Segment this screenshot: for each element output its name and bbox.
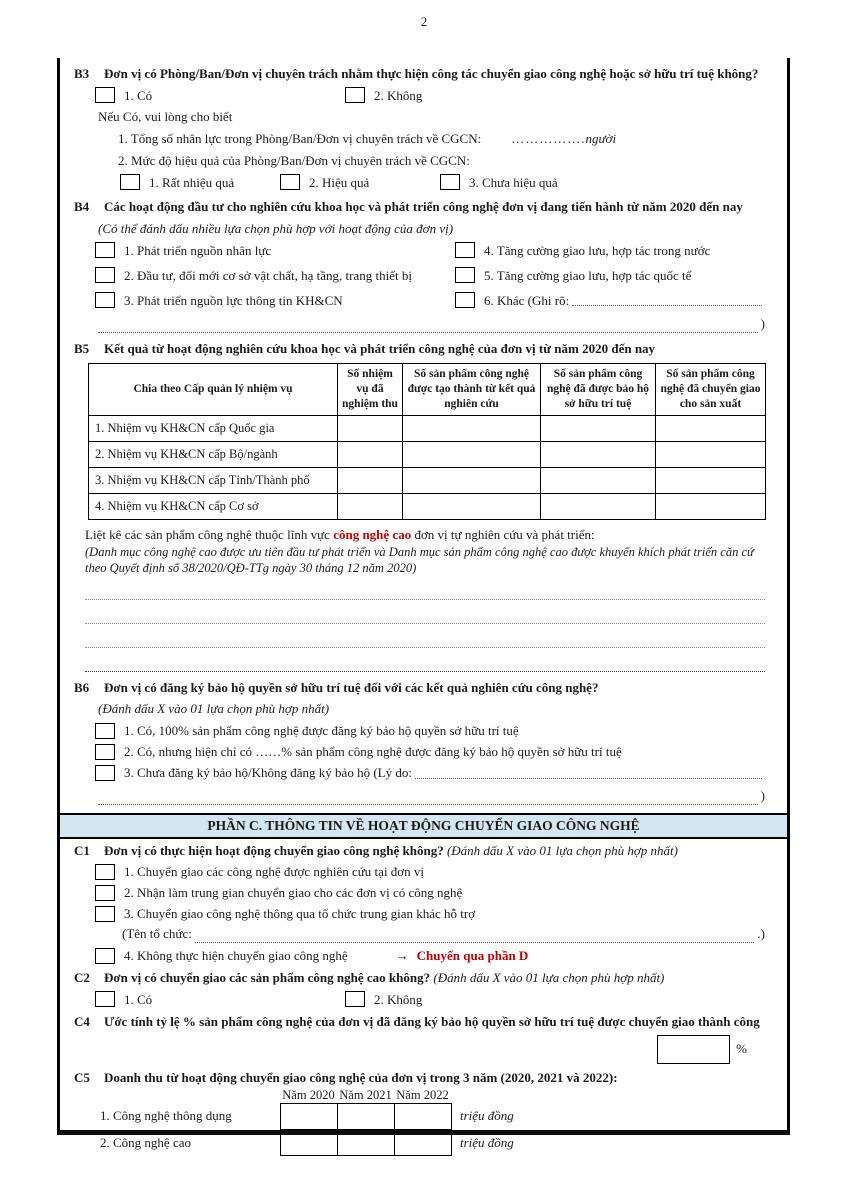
table-row <box>89 493 766 519</box>
b5-listing-prefix: Liệt kê các sản phẩm công nghệ thuộc lĩnh vực <box>85 526 330 542</box>
question-title-b5: Kết quả từ hoạt động nghiên cứu khoa học và phát triển công nghệ của đơn vị từ năm 2020 đến nay <box>104 340 656 356</box>
b5-cell-empty[interactable] <box>338 467 403 493</box>
b5-listing-note: (Danh mục công nghệ cao được ưu tiên đầu tư phát triển và Danh mục sản phẩm công nghệ cao được khuyến khích phát triển căn cứ theo Quyết định số 38/2020/QĐ-TTg ngày 30 tháng 12 năm 2020) <box>85 544 754 575</box>
option-label: 1. Rất nhiệu quả <box>149 175 235 191</box>
c1-question-text: Đơn vị có thực hiện hoạt động chuyển giao công nghệ không? <box>104 842 444 858</box>
b5-cell-empty[interactable] <box>656 467 766 493</box>
section-c1 <box>74 843 765 964</box>
c5-cell-2021[interactable] <box>338 1103 395 1129</box>
option-label: 2. Không <box>374 88 423 104</box>
c5-input-cells <box>280 1103 452 1130</box>
b5-cell-empty[interactable] <box>541 415 656 441</box>
section-c2 <box>74 970 765 1008</box>
question-title-c2 <box>104 970 765 986</box>
b5-row-label: 3. Nhiệm vụ KH&CN cấp Tỉnh/Thành phố <box>89 467 338 493</box>
question-title-b6: Đơn vị có đăng ký bảo hộ quyền sở hữu trí tuệ đối với các kết quả nghiên cứu công nghệ? <box>104 679 599 695</box>
section-c-header: PHẦN C. THÔNG TIN VỀ HOẠT ĐỘNG CHUYỂN GIAO CÔNG NGHỆ <box>60 813 787 839</box>
b5-cell-empty[interactable] <box>656 415 766 441</box>
b5-col-header: Chia theo Cấp quản lý nhiệm vụ <box>89 363 338 415</box>
b5-col-header: Số sản phẩm công nghệ đã chuyển giao cho sản xuất <box>656 363 766 415</box>
option-b3-khong <box>345 87 765 104</box>
question-id-c1: C1 <box>74 842 90 858</box>
option-label: 4. Không thực hiện chuyển giao công nghệ <box>124 948 348 964</box>
c1-note: (Đánh dấu X vào 01 lựa chọn phù hợp nhất) <box>446 842 678 858</box>
b5-col-header: Số sản phẩm công nghệ đã được bảo hộ sở hữu trí tuệ <box>541 363 656 415</box>
b3-if-yes-text: Nếu Có, vui lòng cho biết <box>98 109 233 125</box>
question-id-c2: C2 <box>74 970 90 986</box>
table-row <box>89 467 766 493</box>
option-b4-1 <box>95 242 455 259</box>
c4-percent-unit: % <box>736 1041 747 1057</box>
b5-cell-empty[interactable] <box>403 415 541 441</box>
b5-row-label: 1. Nhiệm vụ KH&CN cấp Quốc gia <box>89 415 338 441</box>
option-label: 6. Khác (Ghi rõ: <box>484 292 570 308</box>
option-b4-3 <box>95 292 455 309</box>
b5-col-header: Số sản phẩm công nghệ được tạo thành từ kết quả nghiên cứu <box>403 363 541 415</box>
b5-answer-line[interactable] <box>85 624 765 648</box>
option-label: 3. Phát triển nguồn lực thông tin KH&CN <box>124 292 343 308</box>
b5-answer-line[interactable] <box>85 648 765 672</box>
c5-cell-2020[interactable] <box>281 1129 338 1155</box>
b5-answer-line[interactable] <box>85 600 765 624</box>
checkbox-c1-1[interactable] <box>95 864 115 880</box>
table-row <box>89 415 766 441</box>
b6-reason-fill-line[interactable] <box>415 765 762 779</box>
checkbox-c2-co[interactable] <box>95 991 115 1007</box>
question-id-c5: C5 <box>74 1069 90 1085</box>
b5-cell-empty[interactable] <box>338 493 403 519</box>
checkbox-b3-co[interactable] <box>95 87 115 103</box>
checkbox-c1-4[interactable] <box>95 948 115 964</box>
c2-question-text: Đơn vị có chuyển giao các sản phẩm công nghệ cao không? <box>104 970 431 986</box>
checkbox-b4-2[interactable] <box>95 267 115 283</box>
c5-cell-2022[interactable] <box>395 1103 452 1129</box>
c5-row-thong-dung <box>100 1103 765 1130</box>
arrow-icon: → <box>395 948 409 964</box>
option-b3-hieu-qua <box>280 174 440 191</box>
option-label: 3. Chưa đăng ký bảo hộ/Không đăng ký bảo hộ (Lý do: <box>124 764 412 780</box>
section-c4 <box>74 1014 765 1063</box>
c5-cell-2022[interactable] <box>395 1129 452 1155</box>
option-b4-5 <box>455 267 765 284</box>
checkbox-b4-6[interactable] <box>455 292 475 308</box>
option-label: 2. Nhận làm trung gian chuyển giao cho các đơn vị có công nghệ <box>124 885 463 901</box>
checkbox-c1-3[interactable] <box>95 906 115 922</box>
question-id-b3: B3 <box>74 66 90 81</box>
b5-cell-empty[interactable] <box>338 415 403 441</box>
b4-note: (Có thể đánh dấu nhiều lựa chọn phù hợp với hoạt động của đơn vị) <box>98 220 454 236</box>
b5-cell-empty[interactable] <box>403 493 541 519</box>
checkbox-b3-khong[interactable] <box>345 87 365 103</box>
checkbox-b4-3[interactable] <box>95 292 115 308</box>
question-id-b6: B6 <box>74 679 90 695</box>
option-label: 2. Có, nhưng hiện chỉ có ……% sản phẩm công nghệ được đăng ký bảo hộ quyền sở hữu trí tuệ <box>124 743 622 759</box>
b4-other-fill-line[interactable] <box>572 292 762 306</box>
option-b4-4 <box>455 242 765 259</box>
checkbox-b4-4[interactable] <box>455 242 475 258</box>
option-label: 2. Đầu tư, đổi mới cơ sở vật chất, hạ tầng, trang thiết bị <box>124 267 412 283</box>
option-label: 1. Có, 100% sản phẩm công nghệ được đăng ký bảo hộ quyền sở hữu trí tuệ <box>124 722 519 738</box>
option-label: 5. Tăng cường giao lưu, hợp tác quốc tế <box>484 267 692 283</box>
c5-row-label: 1. Công nghệ thông dụng <box>100 1108 232 1124</box>
b5-row-label: 2. Nhiệm vụ KH&CN cấp Bộ/ngành <box>89 441 338 467</box>
section-c5 <box>74 1070 765 1156</box>
b3-sub2-label: 2. Mức độ hiệu quả của Phòng/Ban/Đơn vị chuyên trách về CGCN: <box>118 153 470 169</box>
checkbox-c1-2[interactable] <box>95 885 115 901</box>
option-label: 1. Có <box>124 992 153 1008</box>
c1-org-fill-line[interactable] <box>195 929 755 943</box>
checkbox-b4-5[interactable] <box>455 267 475 283</box>
c5-input-cells <box>280 1129 452 1156</box>
b5-cell-empty[interactable] <box>541 493 656 519</box>
b5-cell-empty[interactable] <box>403 467 541 493</box>
c5-year-header: Năm 2020 <box>282 1087 335 1102</box>
option-b3-rat-hieu-qua <box>120 174 280 191</box>
page-number: 2 <box>420 14 428 29</box>
section-b6 <box>74 680 765 805</box>
option-b4-6 <box>455 292 765 309</box>
question-id-b5: B5 <box>74 340 90 356</box>
b3-sub1-unit: người <box>585 131 617 147</box>
question-id-c4: C4 <box>74 1014 90 1030</box>
b5-col-header: Số nhiệm vụ đã nghiệm thu <box>338 363 403 415</box>
c1-org-label: (Tên tổ chức: <box>122 926 192 942</box>
question-title-b3: Đơn vị có Phòng/Ban/Đơn vị chuyên trách nhằm thực hiện công tác chuyển giao công nghệ hoặc sở hữu trí tuệ không? <box>104 66 759 81</box>
c1-org-closing: .) <box>757 926 765 942</box>
c5-cell-2020[interactable] <box>281 1103 338 1129</box>
c1-skip-note: Chuyển qua phần D <box>416 948 529 964</box>
checkbox-c2-khong[interactable] <box>345 991 365 1007</box>
option-label: 2. Không <box>374 992 423 1008</box>
b5-row-label: 4. Nhiệm vụ KH&CN cấp Cơ sở <box>89 493 338 519</box>
option-b3-co <box>95 87 345 104</box>
option-label: 3. Chưa hiệu quả <box>469 175 558 191</box>
checkbox-b6-1[interactable] <box>95 723 115 739</box>
checkbox-b3-chua-hieu-qua[interactable] <box>440 174 460 190</box>
b3-sub1 <box>118 129 765 148</box>
section-b4 <box>74 199 765 332</box>
c5-cell-2021[interactable] <box>338 1129 395 1155</box>
checkbox-b6-3[interactable] <box>95 765 115 781</box>
checkbox-b3-rat-hieu-qua[interactable] <box>120 174 140 190</box>
b5-listing-highlight: công nghệ cao <box>333 526 412 542</box>
b5-cell-empty[interactable] <box>403 441 541 467</box>
b4-closing-paren: ) <box>760 315 765 331</box>
c5-row-unit: triệu đồng <box>460 1108 514 1124</box>
b5-cell-empty[interactable] <box>338 441 403 467</box>
option-label: 4. Tăng cường giao lưu, hợp tác trong nước <box>484 242 711 258</box>
c5-year-header: Năm 2021 <box>339 1087 392 1102</box>
option-label: 1. Có <box>124 88 153 104</box>
table-row <box>89 441 766 467</box>
b5-cell-empty[interactable] <box>541 467 656 493</box>
b3-sub1-fill[interactable]: ……………. <box>511 131 586 147</box>
b5-cell-empty[interactable] <box>656 441 766 467</box>
section-b3 <box>74 66 765 191</box>
option-c2-co <box>95 991 345 1008</box>
option-label: 1. Phát triển nguồn nhân lực <box>124 242 272 258</box>
checkbox-b4-1[interactable] <box>95 242 115 258</box>
c5-row-label: 2. Công nghệ cao <box>100 1134 191 1150</box>
b3-sub1-label: 1. Tổng số nhân lực trong Phòng/Ban/Đơn vị chuyên trách về CGCN: <box>118 131 482 147</box>
checkbox-b6-2[interactable] <box>95 744 115 760</box>
question-title-c4: Ước tính tỷ lệ % sản phẩm công nghệ của đơn vị đã đăng ký bảo hộ quyền sở hữu trí tuệ được chuyển giao thành công <box>104 1014 760 1030</box>
option-b3-chua-hieu-qua <box>440 174 765 191</box>
b5-cell-empty[interactable] <box>541 441 656 467</box>
question-id-b4: B4 <box>74 199 90 215</box>
option-label: 1. Chuyển giao các công nghệ được nghiên cứu tại đơn vị <box>124 864 425 880</box>
b6-note: (Đánh dấu X vào 01 lựa chọn phù hợp nhất) <box>98 700 330 716</box>
option-c2-khong <box>345 991 765 1008</box>
c5-year-header: Năm 2022 <box>396 1087 449 1102</box>
b6-closing-paren: ) <box>760 787 765 803</box>
c2-note: (Đánh dấu X vào 01 lựa chọn phù hợp nhất) <box>433 970 665 986</box>
b5-listing-line <box>85 526 765 544</box>
question-title-c1 <box>104 843 765 859</box>
b6-reason-fill-line-2[interactable] <box>98 791 758 805</box>
b5-answer-line[interactable] <box>85 576 765 600</box>
checkbox-b3-hieu-qua[interactable] <box>280 174 300 190</box>
c4-percent-input-box[interactable] <box>657 1035 730 1064</box>
b5-results-table <box>88 363 766 520</box>
b5-cell-empty[interactable] <box>656 493 766 519</box>
question-title-c5: Doanh thu từ hoạt động chuyển giao công nghệ của đơn vị trong 3 năm (2020, 2021 và 2022): <box>104 1069 618 1085</box>
c5-row-unit: triệu đồng <box>460 1134 514 1150</box>
option-label: 3. Chuyển giao công nghệ thông qua tổ chức trung gian khác hỗ trợ <box>124 906 476 922</box>
option-b4-2 <box>95 267 455 284</box>
b5-listing-suffix: đơn vị tự nghiên cứu và phát triển: <box>414 526 595 542</box>
question-title-b4: Các hoạt động đầu tư cho nghiên cứu khoa học và phát triển công nghệ đơn vị đang tiến hành từ năm 2020 đến nay <box>104 199 743 215</box>
option-label: 2. Hiệu quả <box>309 175 370 191</box>
content-frame <box>57 58 790 1150</box>
section-b5 <box>74 341 765 672</box>
c5-row-cao <box>100 1130 765 1156</box>
b4-other-fill-line-2[interactable] <box>98 319 758 333</box>
